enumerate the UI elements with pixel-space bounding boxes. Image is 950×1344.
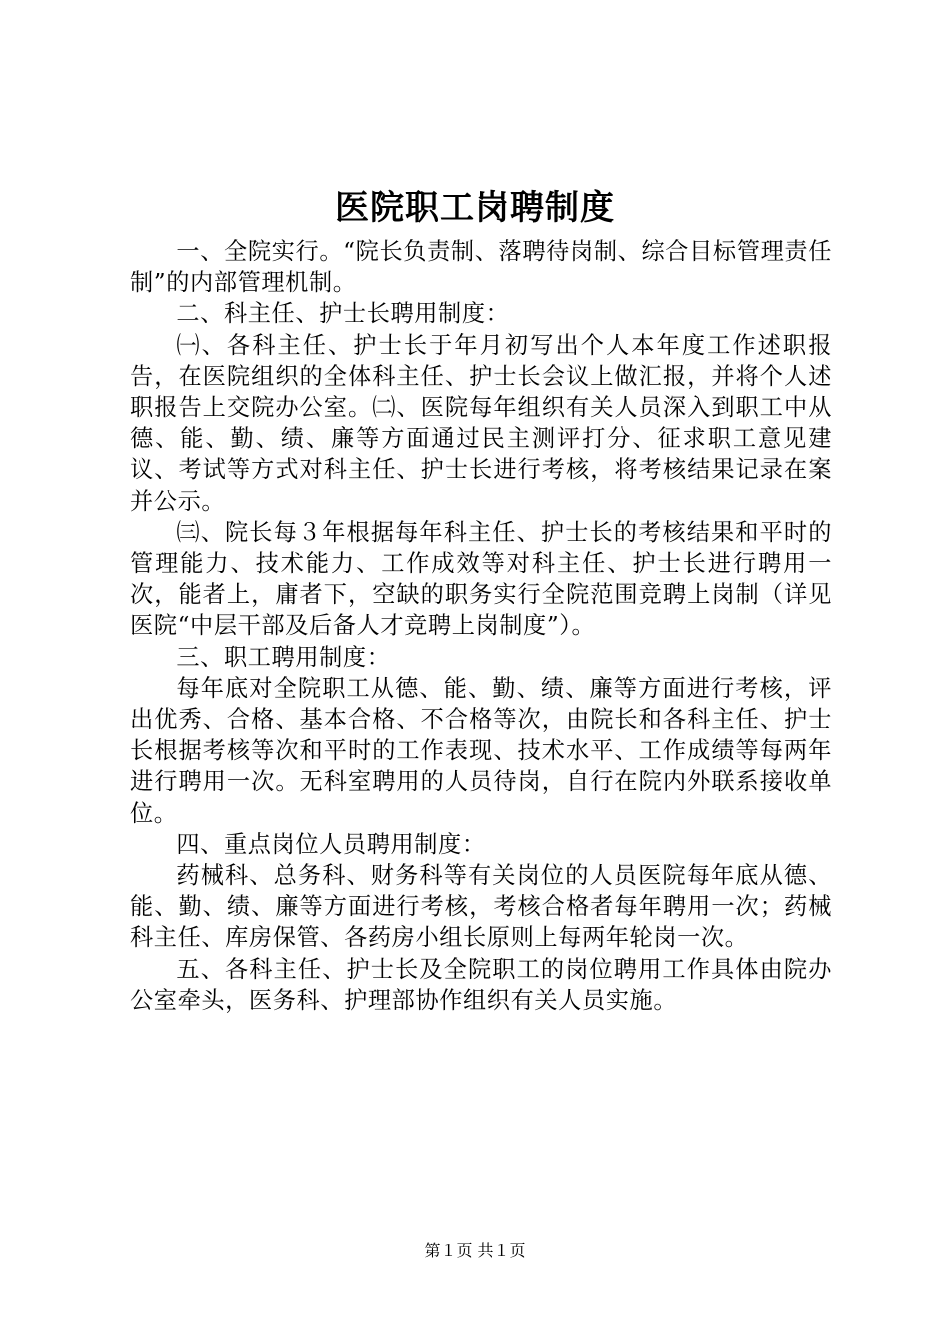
paragraph-4: ㈢、院长每３年根据每年科主任、护士长的考核结果和平时的管理能力、技术能力、工作成效等对科主任、护士长进行聘用一次，能者上，庸者下，空缺的职务实行全院范围竞聘上岗制（详见医院“中层干部及后备人才竞聘上岗制度”）。 (130, 518, 832, 640)
paragraph-6: 每年底对全院职工从德、能、勤、绩、廉等方面进行考核，评出优秀、合格、基本合格、不合格等次，由院长和各科主任、护士长根据考核等次和平时的工作表现、技术水平、工作成绩等每两年进行聘用一次。无科室聘用的人员待岗，自行在院内外联系接收单位。 (130, 674, 832, 827)
paragraph-7: 四、重点岗位人员聘用制度： (176, 830, 486, 858)
document-title: 医院职工岗聘制度 (335, 188, 615, 228)
paragraph-2: 二、科主任、护士长聘用制度： (176, 300, 510, 328)
paragraph-8: 药械科、总务科、财务科等有关岗位的人员医院每年底从德、能、勤、绩、廉等方面进行考核，考核合格者每年聘用一次；药械科主任、库房保管、各药房小组长原则上每两年轮岗一次。 (130, 862, 832, 952)
document-body (130, 236, 832, 1016)
paragraph-3: ㈠、各科主任、护士长于年月初写出个人本年度工作述职报告，在医院组织的全体科主任、护士长会议上做汇报，并将个人述职报告上交院办公室。㈡、医院每年组织有关人员深入到职工中从德、能、勤、绩、廉等方面通过民主测评打分、征求职工意见建议、考试等方式对科主任、护士长进行考核，将考核结果记录在案并公示。 (130, 331, 832, 515)
paragraph-1: 一、全院实行。“院长负责制、落聘待岗制、综合目标管理责任制”的内部管理机制。 (130, 238, 832, 297)
paragraph-9: 五、各科主任、护士长及全院职工的岗位聘用工作具体由院办公室牵头，医务科、护理部协作组织有关人员实施。 (130, 955, 832, 1014)
paragraph-5: 三、职工聘用制度： (176, 643, 391, 671)
page-footer: 第１页 共１页 (424, 1241, 526, 1260)
